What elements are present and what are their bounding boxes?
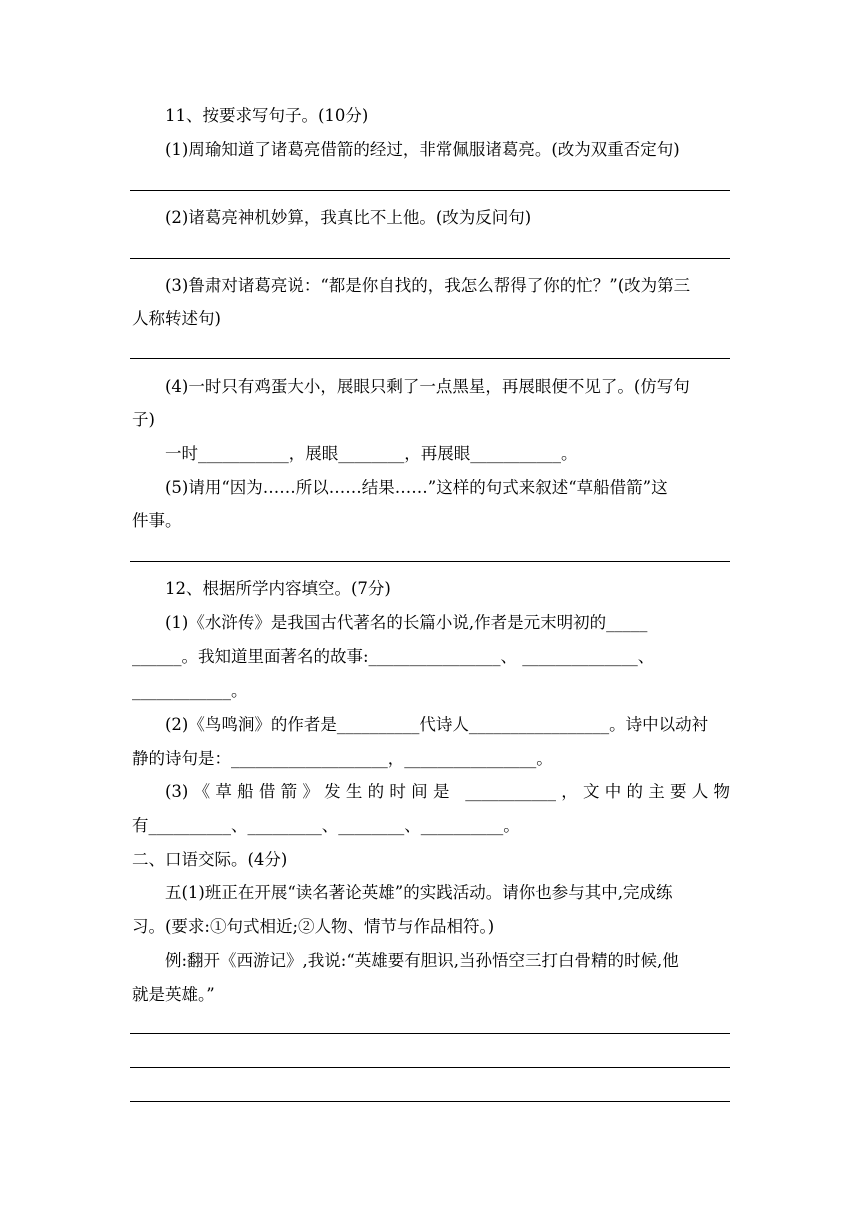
q12-item-3-line1: (3)《草船借箭》发生的时间是 ___________，文中的主要人物 — [165, 782, 730, 801]
oral-answer-line-3[interactable] — [130, 1101, 730, 1102]
q11-item-2: (2)诸葛亮神机妙算，我真比不上他。(改为反问句) — [165, 208, 532, 227]
q11-item-3-line1: (3)鲁肃对诸葛亮说：“都是你自找的，我怎么帮得了你的忙？”(改为第三 — [165, 276, 691, 295]
oral-example-line1: 例:翻开《西游记》,我说:“英雄要有胆识,当孙悟空三打白骨精的时候,他 — [165, 951, 679, 970]
answer-line-1[interactable] — [130, 190, 730, 191]
q12-title: 12、根据所学内容填空。(7分) — [165, 579, 391, 598]
oral-answer-line-2[interactable] — [130, 1067, 730, 1068]
q12-item-1-line3: ____________。 — [132, 681, 248, 700]
q12-item-1-line2: ______。我知道里面著名的故事:________________、 ______________、 — [132, 647, 655, 666]
oral-example-line2: 就是英雄。” — [132, 985, 215, 1004]
q11-title: 11、按要求写句子。(10分) — [165, 106, 369, 125]
q11-item-4-line2: 子) — [132, 410, 155, 429]
oral-intro-line2: 习。(要求:①句式相近;②人物、情节与作品相符。) — [132, 917, 495, 936]
answer-line-5[interactable] — [130, 561, 730, 562]
q11-item-4-line1: (4)一时只有鸡蛋大小，展眼只剩了一点黑星，再展眼便不见了。(仿写句 — [165, 377, 690, 396]
answer-line-3[interactable] — [130, 358, 730, 359]
oral-section-title: 二、口语交际。(4分) — [132, 850, 288, 869]
q12-item-1-line1: (1)《水浒传》是我国古代著名的长篇小说,作者是元末明初的_____ — [165, 613, 648, 632]
answer-line-2[interactable] — [130, 258, 730, 259]
q11-item-5-line1: (5)请用“因为……所以……结果……”这样的句式来叙述“草船借箭”这 — [165, 478, 668, 497]
oral-intro-line1: 五(1)班正在开展“读名著论英雄”的实践活动。请你也参与其中,完成练 — [165, 883, 673, 902]
q12-item-2-line2: 静的诗句是：___________________，________________。 — [132, 749, 553, 768]
q11-item-1: (1)周瑜知道了诸葛亮借箭的经过，非常佩服诸葛亮。(改为双重否定句) — [165, 140, 680, 159]
oral-answer-line-1[interactable] — [130, 1033, 730, 1034]
q11-item-4-fill: 一时___________，展眼________，再展眼___________。 — [165, 444, 578, 463]
q11-item-3-line2: 人称转述句) — [132, 309, 221, 328]
q12-item-2-line1: (2)《鸟鸣涧》的作者是__________代诗人_________________。诗中以动衬 — [165, 715, 709, 734]
q11-item-5-line2: 件事。 — [132, 511, 182, 530]
q12-item-3-line2: 有__________、_________、________、__________。 — [132, 816, 520, 835]
